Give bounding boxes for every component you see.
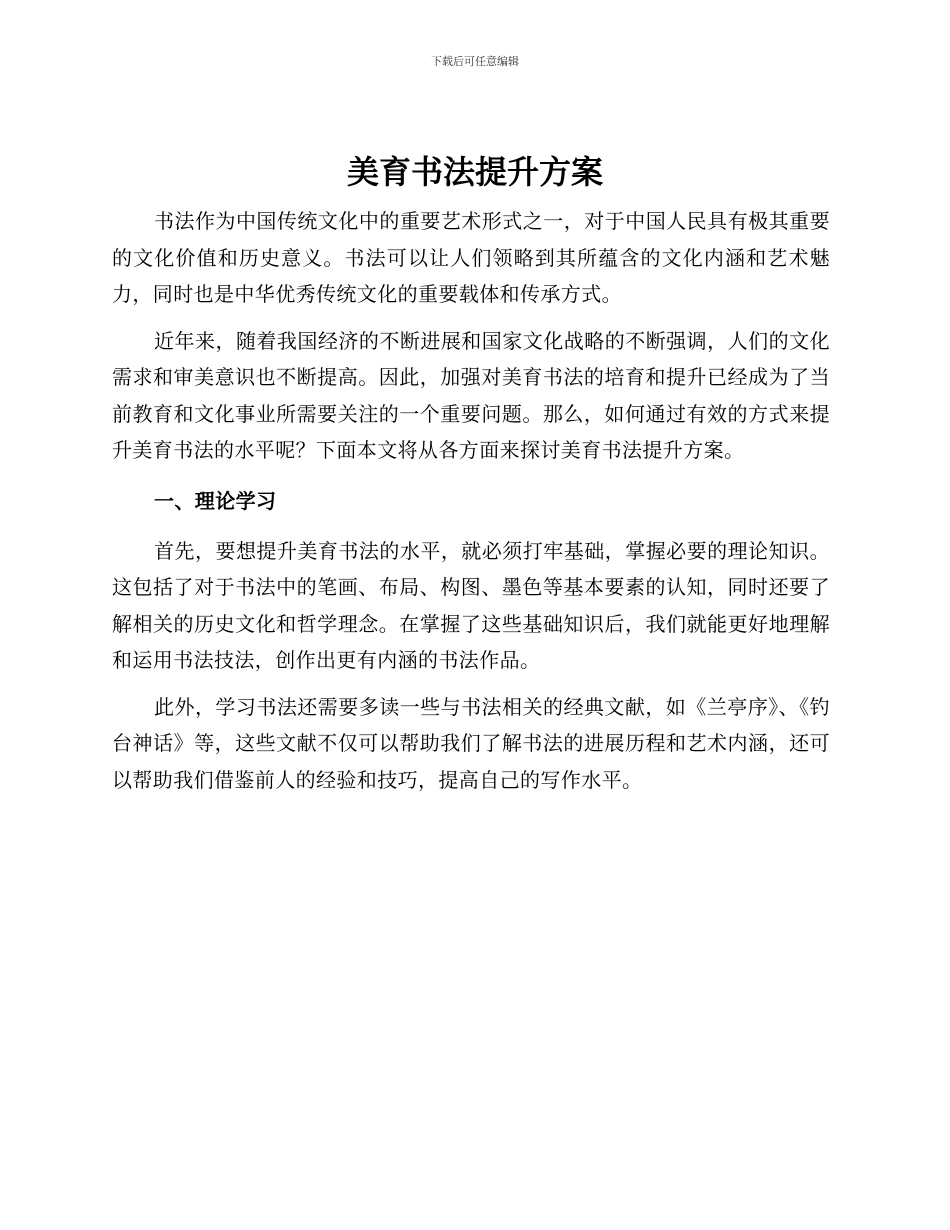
- page-header-note: 下载后可任意编辑: [431, 55, 519, 68]
- intro-paragraph-2: 近年来，随着我国经济的不断进展和国家文化战略的不断强调，人们的文化需求和审美意识也不断提高。因此，加强对美育书法的培育和提升已经成为了当前教育和文化事业所需要关注的一个重要问题。那么，如何通过有效的方式来提升美育书法的水平呢？下面本文将从各方面来探讨美育书法提升方案。: [112, 328, 830, 462]
- section-heading-theory: 一、理论学习: [154, 488, 277, 513]
- section-1-paragraph-1: 首先，要想提升美育书法的水平，就必须打牢基础，掌握必要的理论知识。这包括了对于书法中的笔画、布局、构图、墨色等基本要素的认知，同时还要了解相关的历史文化和哲学理念。在掌握了这些基础知识后，我们就能更好地理解和运用书法技法，创作出更有内涵的书法作品。: [112, 538, 830, 672]
- intro-paragraph-1: 书法作为中国传统文化中的重要艺术形式之一，对于中国人民具有极其重要的文化价值和历史意义。书法可以让人们领略到其所蕴含的文化内涵和艺术魅力，同时也是中华优秀传统文化的重要载体和传承方式。: [112, 209, 830, 306]
- section-1-paragraph-2: 此外，学习书法还需要多读一些与书法相关的经典文献，如《兰亭序》、《钓台神话》等，这些文献不仅可以帮助我们了解书法的进展历程和艺术内涵，还可以帮助我们借鉴前人的经验和技巧，提高自己的写作水平。: [112, 694, 830, 792]
- document-body: [112, 203, 830, 808]
- document-title: 美育书法提升方案: [346, 153, 603, 191]
